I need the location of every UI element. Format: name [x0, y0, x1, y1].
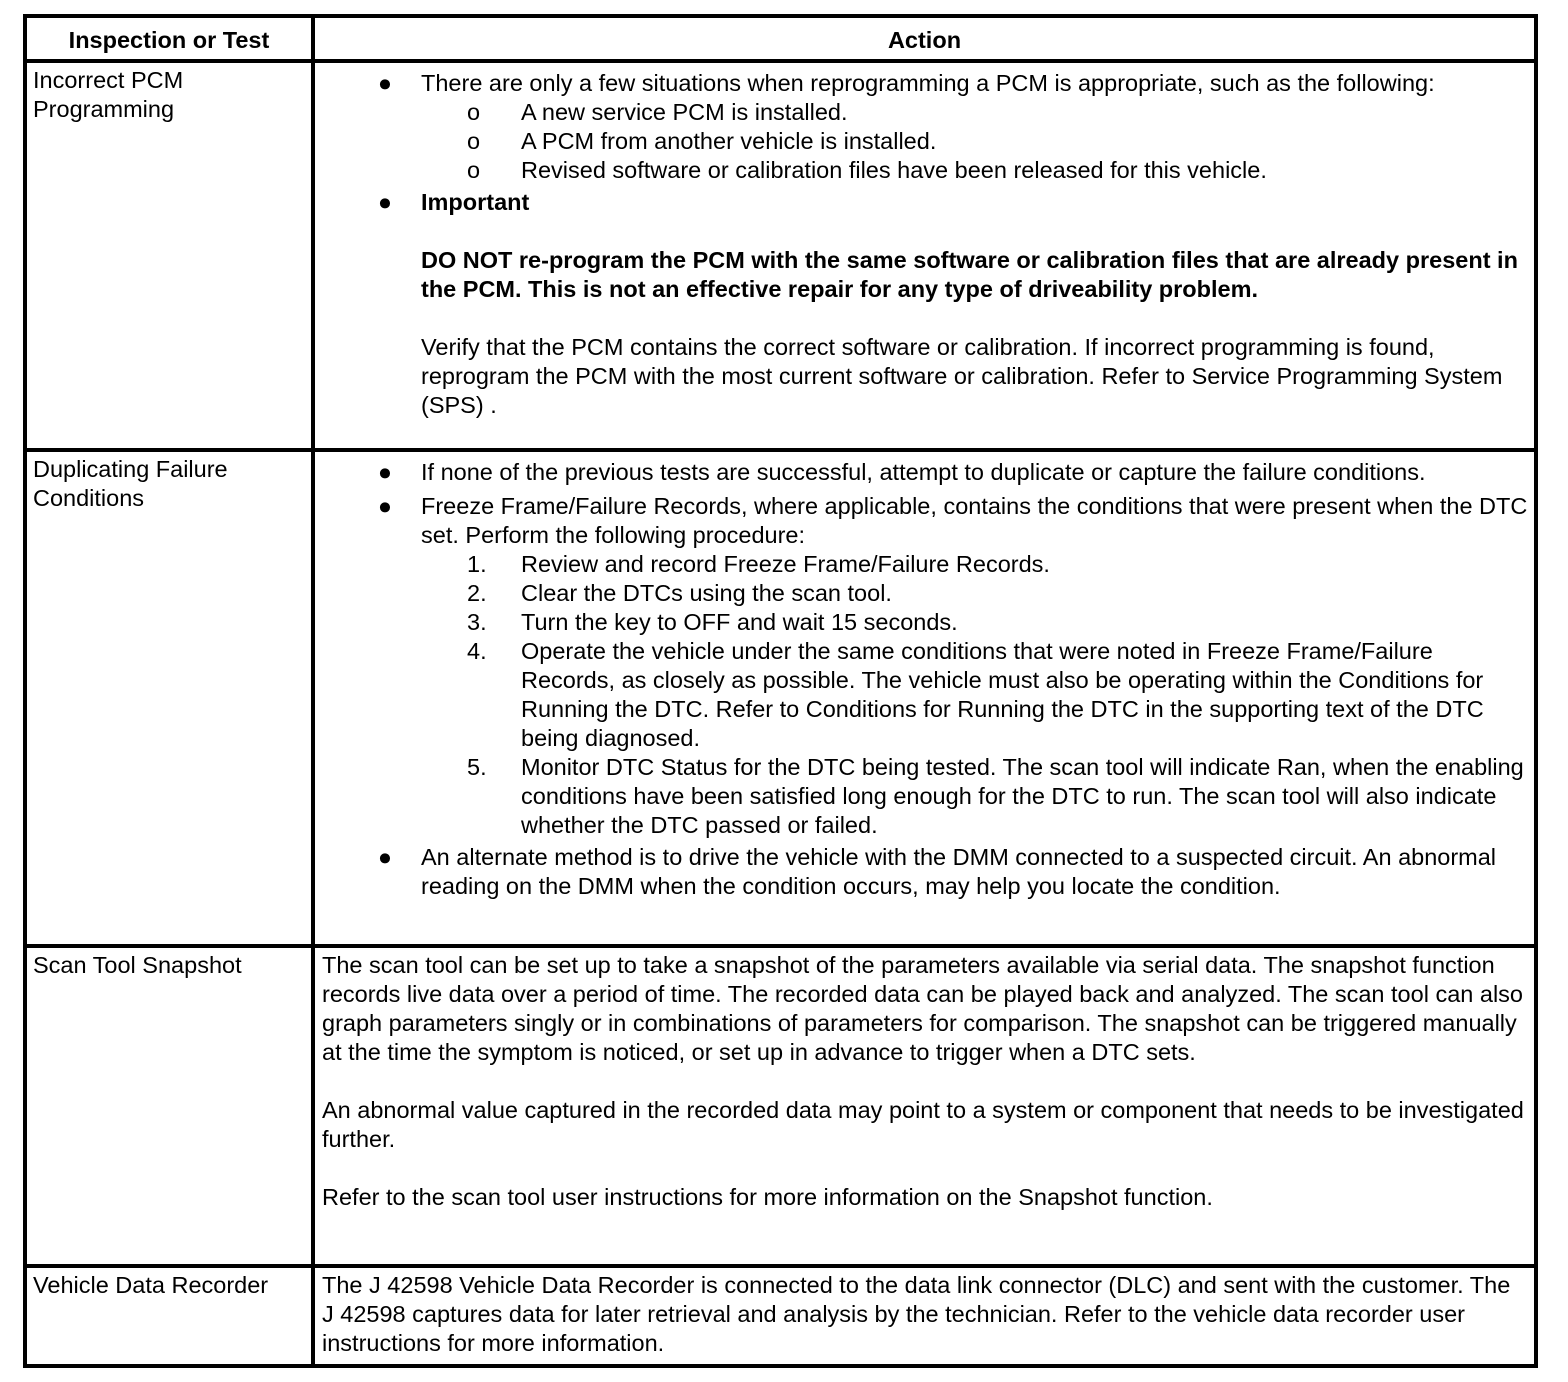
sub-bullet-icon: o: [467, 99, 481, 125]
step-item: [321, 550, 1528, 579]
header-inspection: Inspection or Test: [25, 16, 313, 61]
step-item: [321, 753, 1528, 840]
step-text: Operate the vehicle under the same conditions that were noted in Freeze Frame/Failure Records, as closely as possible. The vehicle must also be operating within the Conditions for Running the DTC. Refer to Conditions for Running the DTC in the supporting text of the DTC being diagnosed.: [521, 638, 1484, 751]
snapshot-para-1: The scan tool can be set up to take a snapshot of the parameters available via serial data. The snapshot function records live data over a period of time. The recorded data can be played back and analyzed. The scan tool can also graph parameters singly or in combinations of parameters for comparison. The snapshot can be triggered manually at the time the symptom is noticed, or set up in advance to trigger when a DTC sets.: [322, 952, 1523, 1065]
row-incorrect-pcm: [25, 61, 1536, 450]
situation-text: A PCM from another vehicle is installed.: [521, 128, 937, 154]
step-item: [321, 637, 1528, 753]
dup-bullet-3: An alternate method is to drive the vehicle with the DMM connected to a suspected circuit. An abnormal reading on the DMM when the condition occurs, may help you locate the condition.: [421, 844, 1497, 899]
situation-text: Revised software or calibration files have been released for this vehicle.: [521, 157, 1267, 183]
label-incorrect-pcm: Incorrect PCM Programming: [25, 61, 313, 450]
step-number: 1.: [467, 551, 487, 577]
snapshot-para-2: An abnormal value captured in the recorded data may point to a system or component that needs to be investigated further.: [322, 1097, 1524, 1152]
action-incorrect-pcm: [313, 61, 1536, 450]
header-row: [25, 16, 1536, 61]
list-item: [321, 188, 1528, 420]
list-item: [321, 492, 1528, 550]
step-item: [321, 608, 1528, 637]
pcm-intro: There are only a few situations when reprogramming a PCM is appropriate, such as the following:: [421, 70, 1435, 96]
sub-list-item: [321, 156, 1528, 185]
step-number: 5.: [467, 754, 487, 780]
label-vehicle-data-recorder: Vehicle Data Recorder: [25, 1266, 313, 1366]
header-action: Action: [313, 16, 1536, 61]
step-number: 4.: [467, 638, 487, 664]
row-duplicating: [25, 450, 1536, 946]
inspection-table: [23, 14, 1538, 1368]
bullet-icon: ●: [377, 844, 393, 870]
dup-bullet-1: If none of the previous tests are successful, attempt to duplicate or capture the failure conditions.: [421, 459, 1426, 485]
important-label: Important: [421, 189, 530, 215]
bullet-icon: ●: [377, 70, 393, 96]
step-number: 2.: [467, 580, 487, 606]
step-number: 3.: [467, 609, 487, 635]
recorder-text: The J 42598 Vehicle Data Recorder is connected to the data link connector (DLC) and sent with the customer. The J 42598 captures data for later retrieval and analysis by the technician. Refer to the vehicle data recorder user instructions for more information.: [322, 1272, 1511, 1356]
row-scan-tool-snapshot: [25, 946, 1536, 1266]
sub-bullet-icon: o: [467, 157, 481, 183]
step-text: Review and record Freeze Frame/Failure Records.: [521, 551, 1050, 577]
row-vehicle-data-recorder: [25, 1266, 1536, 1366]
step-item: [321, 579, 1528, 608]
label-scan-tool-snapshot: Scan Tool Snapshot: [25, 946, 313, 1266]
snapshot-para-3: Refer to the scan tool user instructions for more information on the Snapshot function.: [322, 1184, 1213, 1210]
sub-bullet-icon: o: [467, 128, 481, 154]
bullet-icon: ●: [377, 459, 393, 485]
situation-text: A new service PCM is installed.: [521, 99, 848, 125]
step-text: Turn the key to OFF and wait 15 seconds.: [521, 609, 958, 635]
verify-text: Verify that the PCM contains the correct software or calibration. If incorrect programming is found, reprogram the PCM with the most current software or calibration. Refer to Service Programming System (SPS) .: [421, 334, 1503, 418]
label-duplicating: Duplicating Failure Conditions: [25, 450, 313, 946]
sub-list-item: [321, 98, 1528, 127]
list-item: [321, 69, 1528, 98]
sub-list-item: [321, 127, 1528, 156]
important-text: DO NOT re-program the PCM with the same software or calibration files that are already present in the PCM. This is not an effective repair for any type of driveability problem.: [421, 247, 1518, 302]
list-item: [321, 843, 1528, 901]
action-scan-tool-snapshot: [313, 946, 1536, 1266]
action-duplicating: [313, 450, 1536, 946]
bullet-icon: ●: [377, 189, 393, 215]
list-item: [321, 458, 1528, 487]
dup-bullet-2: Freeze Frame/Failure Records, where applicable, contains the conditions that were present when the DTC set. Perform the following procedure:: [421, 493, 1528, 548]
step-text: Clear the DTCs using the scan tool.: [521, 580, 892, 606]
action-vehicle-data-recorder: [313, 1266, 1536, 1366]
step-text: Monitor DTC Status for the DTC being tested. The scan tool will indicate Ran, when the enabling conditions have been satisfied long enough for the DTC to run. The scan tool will also indicate whether the DTC passed or failed.: [521, 754, 1524, 838]
bullet-icon: ●: [377, 493, 393, 519]
